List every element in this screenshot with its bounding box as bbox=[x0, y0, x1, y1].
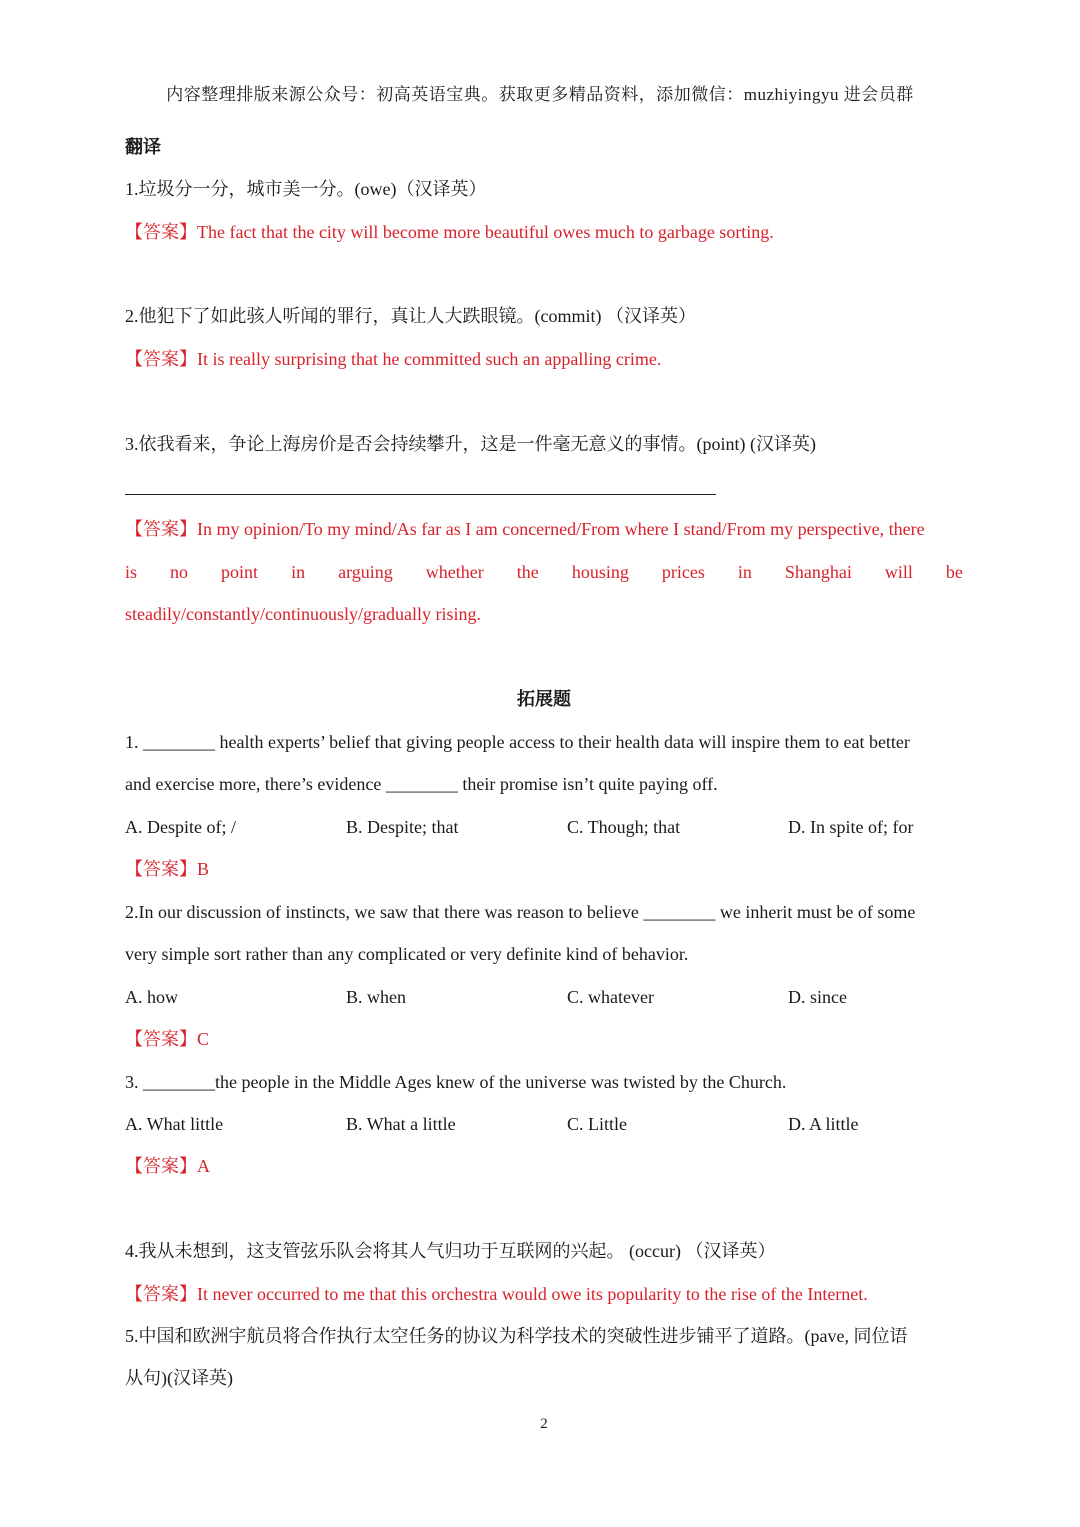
answer-tag: 【答案】 bbox=[125, 859, 197, 879]
answer-word: in bbox=[737, 562, 752, 582]
answer-blank-line bbox=[125, 494, 716, 495]
extension-2-line1: 2.In our discussion of instincts, we saw that there was reason to believe ________ we inherit must be of some bbox=[125, 902, 916, 922]
extension-4-answer bbox=[125, 1282, 868, 1306]
translation-2-answer bbox=[125, 347, 661, 371]
option-c: C. Though; that bbox=[567, 817, 681, 837]
answer-tag: 【答案】 bbox=[125, 222, 197, 242]
translation-3-answer-line1 bbox=[125, 517, 925, 541]
answer-text: B bbox=[197, 859, 210, 879]
option-a: A. how bbox=[125, 987, 178, 1007]
answer-text: The fact that the city will become more beautiful owes much to garbage sorting. bbox=[197, 222, 774, 242]
answer-text: C bbox=[197, 1029, 210, 1049]
option-d: D. In spite of; for bbox=[788, 817, 914, 837]
answer-word: whether bbox=[425, 562, 484, 582]
option-a: A. Despite of; / bbox=[125, 817, 236, 837]
answer-tag: 【答案】 bbox=[125, 1029, 197, 1049]
extension-4-question: 4.我从未想到，这支管弦乐队会将其人气归功于互联网的兴起。 (occur) （汉译英） bbox=[125, 1241, 776, 1261]
option-c: C. whatever bbox=[567, 987, 654, 1007]
answer-tag: 【答案】 bbox=[125, 1156, 197, 1176]
option-c: C. Little bbox=[567, 1114, 627, 1134]
extension-1-answer bbox=[125, 857, 209, 881]
translation-3-answer-line3: steadily/constantly/continuously/gradually rising. bbox=[125, 604, 481, 624]
option-b: B. What a little bbox=[346, 1114, 456, 1134]
option-b: B. when bbox=[346, 987, 406, 1007]
answer-text: A bbox=[197, 1156, 210, 1176]
translation-1-answer bbox=[125, 220, 774, 244]
answer-word: Shanghai bbox=[784, 562, 852, 582]
answer-word: housing bbox=[571, 562, 629, 582]
option-d: D. since bbox=[788, 987, 847, 1007]
answer-word: the bbox=[516, 562, 539, 582]
answer-word: prices bbox=[661, 562, 705, 582]
answer-word: in bbox=[291, 562, 306, 582]
answer-word: is bbox=[125, 562, 138, 582]
answer-tag: 【答案】 bbox=[125, 1284, 197, 1304]
extension-3-line1: 3. ________the people in the Middle Ages knew of the universe was twisted by the Church. bbox=[125, 1072, 787, 1092]
extension-5-line2: 从句)(汉译英) bbox=[125, 1368, 233, 1388]
answer-word: be bbox=[945, 562, 963, 582]
extension-1-line2: and exercise more, there’s evidence ________ their promise isn’t quite paying off. bbox=[125, 774, 718, 794]
translation-2-question: 2.他犯下了如此骇人听闻的罪行，真让人大跌眼镜。(commit) （汉译英） bbox=[125, 306, 696, 326]
page-header: 内容整理排版来源公众号：初高英语宝典。获取更多精品资料，添加微信：muzhiyingyu 进会员群 bbox=[166, 85, 914, 104]
answer-word: point bbox=[221, 562, 259, 582]
extension-2-answer bbox=[125, 1027, 209, 1051]
option-d: D. A little bbox=[788, 1114, 859, 1134]
answer-word: will bbox=[884, 562, 913, 582]
answer-tag: 【答案】 bbox=[125, 349, 197, 369]
extension-5-line1: 5.中国和欧洲宇航员将合作执行太空任务的协议为科学技术的突破性进步铺平了道路。(pave, 同位语 bbox=[125, 1326, 908, 1346]
option-a: A. What little bbox=[125, 1114, 224, 1134]
page-number: 2 bbox=[540, 1416, 548, 1432]
section-title-extension: 拓展题 bbox=[517, 689, 571, 709]
answer-text: It never occurred to me that this orchestra would owe its popularity to the rise of the Internet. bbox=[197, 1284, 868, 1304]
translation-3-question: 3.依我看来，争论上海房价是否会持续攀升，这是一件毫无意义的事情。(point) (汉译英) bbox=[125, 434, 816, 454]
translation-1-question: 1.垃圾分一分，城市美一分。(owe)（汉译英） bbox=[125, 179, 487, 199]
section-title-translation: 翻译 bbox=[125, 137, 161, 157]
extension-2-line2: very simple sort rather than any complicated or very definite kind of behavior. bbox=[125, 944, 689, 964]
extension-1-line1: 1. ________ health experts’ belief that giving people access to their health data will inspire them to eat better bbox=[125, 732, 910, 752]
answer-tag: 【答案】 bbox=[125, 519, 197, 539]
answer-word: no bbox=[170, 562, 189, 582]
answer-text: It is really surprising that he committed such an appalling crime. bbox=[197, 349, 662, 369]
answer-word: arguing bbox=[338, 562, 393, 582]
answer-text: In my opinion/To my mind/As far as I am concerned/From where I stand/From my perspective, there bbox=[197, 519, 925, 539]
option-b: B. Despite; that bbox=[346, 817, 459, 837]
translation-3-answer-line2 bbox=[125, 560, 963, 584]
extension-3-answer bbox=[125, 1154, 210, 1178]
